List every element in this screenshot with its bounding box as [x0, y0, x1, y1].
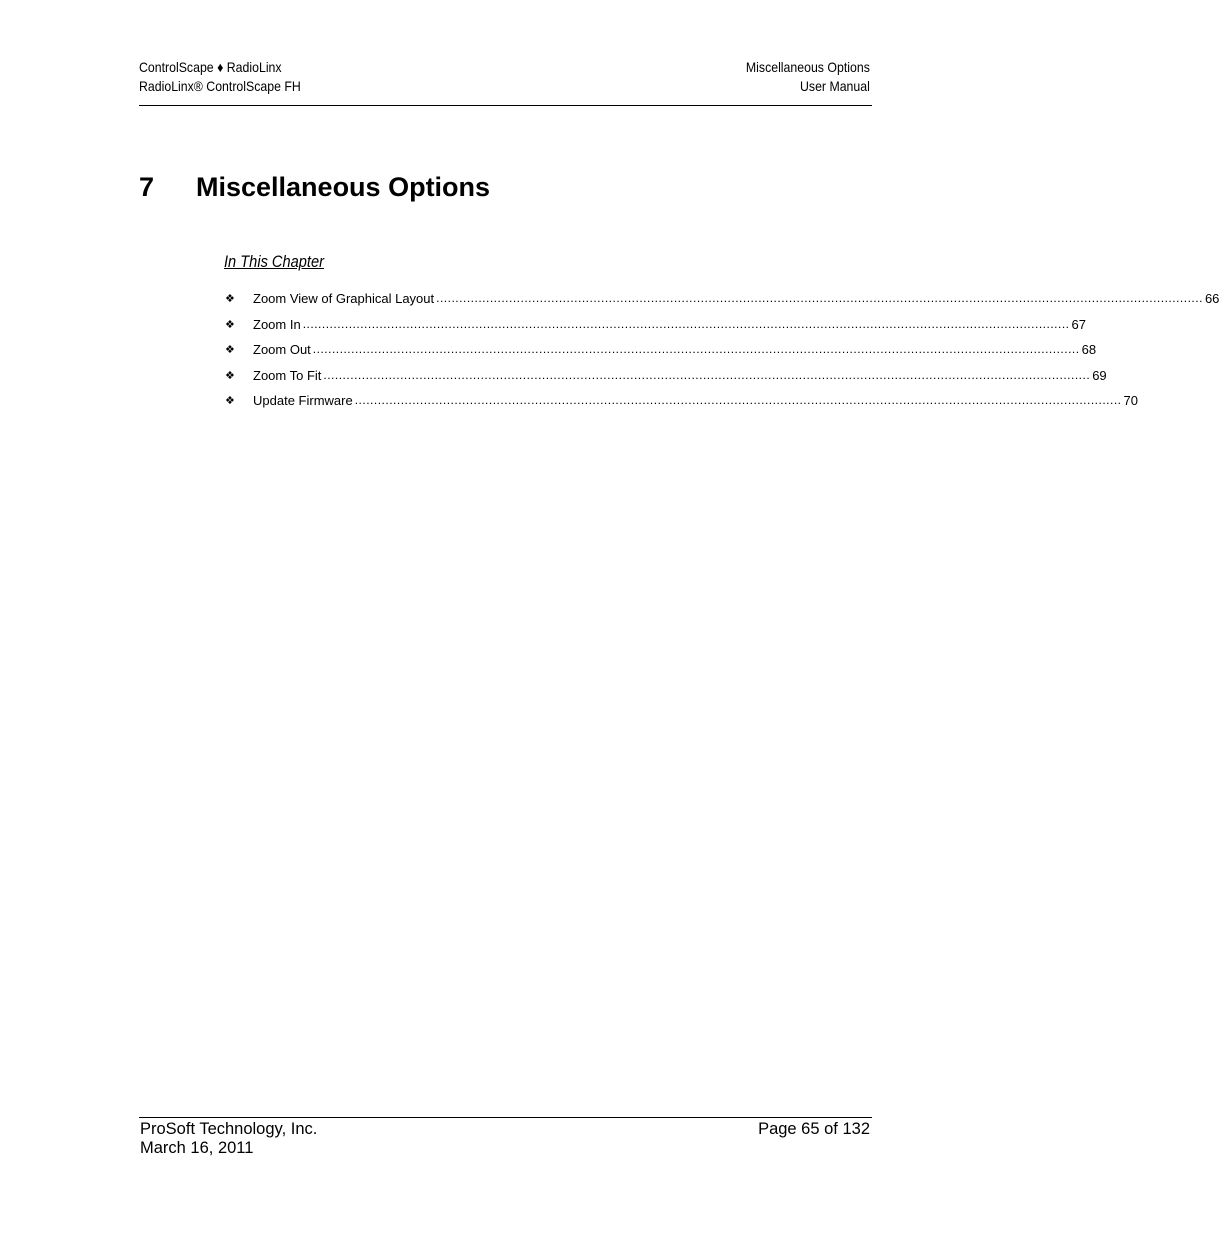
in-this-chapter-heading: In This Chapter — [224, 252, 324, 271]
header-section-title: Miscellaneous Options — [746, 59, 870, 75]
toc-item-title[interactable]: Zoom In — [253, 316, 301, 332]
toc-item[interactable] — [224, 340, 1097, 366]
header-product-name: RadioLinx® ControlScape FH — [139, 78, 301, 94]
toc-item-page[interactable]: 70 — [1123, 393, 1138, 409]
header-right — [746, 58, 870, 96]
footer-left — [140, 1120, 317, 1158]
diamond-bullet-icon: ❖ — [225, 292, 235, 305]
toc-leader-dots: ........................................................................................................................................................................................................ — [323, 367, 1091, 382]
header-rule — [139, 105, 872, 106]
diamond-bullet-icon: ❖ — [225, 343, 235, 357]
diamond-bullet-icon: ❖ — [225, 317, 235, 331]
toc-item[interactable] — [224, 391, 1138, 417]
toc-item-page[interactable]: 69 — [1092, 367, 1107, 383]
toc-item[interactable] — [224, 315, 1086, 341]
header-left — [139, 58, 301, 96]
footer-company: ProSoft Technology, Inc. — [140, 1120, 318, 1138]
chapter-toc — [224, 289, 1219, 417]
header-document-type: User Manual — [800, 78, 870, 94]
toc-leader-dots: ........................................................................................................................................................................................................ — [312, 342, 1080, 357]
toc-leader-dots: ........................................................................................................................................................................................................ — [354, 393, 1122, 408]
toc-item[interactable] — [224, 289, 1219, 315]
chapter-heading — [139, 170, 490, 204]
chapter-title: Miscellaneous Options — [196, 172, 491, 202]
diamond-bullet-icon: ❖ — [225, 394, 235, 408]
toc-leader-dots: ........................................................................................................................................................................................................ — [436, 291, 1203, 305]
toc-item[interactable] — [224, 366, 1107, 392]
footer-page-number: Page 65 of 132 — [758, 1120, 870, 1138]
toc-item-title[interactable]: Zoom View of Graphical Layout — [253, 291, 435, 306]
toc-item-title[interactable]: Zoom Out — [253, 342, 311, 358]
footer-date: March 16, 2011 — [140, 1139, 254, 1157]
toc-item-page[interactable]: 68 — [1081, 342, 1097, 358]
footer-right — [758, 1120, 870, 1139]
header-product-line: ControlScape ♦ RadioLinx — [139, 59, 282, 75]
chapter-number: 7 — [139, 172, 155, 202]
toc-leader-dots: ........................................................................................................................................................................................................ — [302, 316, 1070, 331]
toc-item-title[interactable]: Update Firmware — [253, 393, 353, 409]
toc-item-title[interactable]: Zoom To Fit — [253, 367, 322, 383]
toc-item-page[interactable]: 66 — [1204, 291, 1219, 306]
toc-item-page[interactable]: 67 — [1071, 316, 1086, 332]
diamond-bullet-icon: ❖ — [225, 368, 235, 382]
footer-rule — [139, 1117, 872, 1118]
